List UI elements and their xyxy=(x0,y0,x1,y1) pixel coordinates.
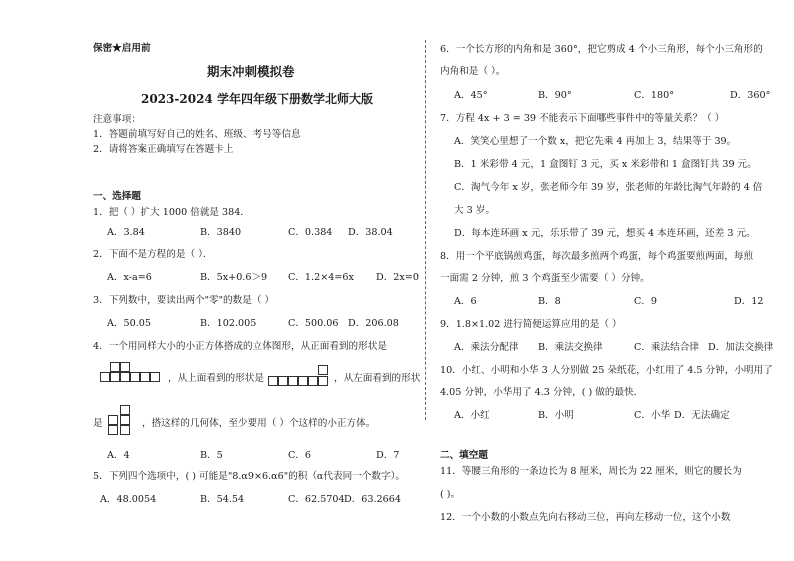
q8-line2: 一面需 2 分钟，煎 3 个鸡蛋至少需要（ ）分钟。 xyxy=(440,273,650,284)
q7-option-c-line1: C．淘气今年 x 岁，张老师今年 39 岁，张老师的年龄比淘气年龄的 4 倍 xyxy=(454,182,763,193)
q10-option-c: C．小华 xyxy=(634,410,671,421)
q9-option-d: D．加法交换律 xyxy=(708,342,774,353)
q6-option-b: B．90° xyxy=(538,90,572,101)
q8-option-c: C．9 xyxy=(634,296,658,307)
q12-line1: 12．一个小数的小数点先向右移动三位，再向左移动一位，这个小数 xyxy=(440,512,731,523)
q7-option-b: B．1 米彩带 4 元，1 盒图钉 3 元，买 x 米彩带和 1 盒图钉共 39 元。 xyxy=(454,159,757,170)
q6-option-c: C．180° xyxy=(634,90,675,101)
q6-option-d: D．360° xyxy=(730,90,771,101)
q4-option-a: A．4 xyxy=(107,450,130,461)
q2-stem: 2．下面不是方程的是（ ）． xyxy=(93,249,213,260)
q4-left-view-text: ，从左面看到的形状 xyxy=(334,373,421,384)
notes-heading: 注意事项： xyxy=(93,114,141,125)
q4-option-c: C．6 xyxy=(288,450,312,461)
exam-title: 期末冲刺模拟卷 xyxy=(207,64,295,79)
q7-option-c-line2: 大 3 岁。 xyxy=(454,205,495,216)
q9-option-c: C．乘法结合律 xyxy=(634,342,699,353)
q5-option-c: C．62.5704 xyxy=(288,494,345,505)
q10-line2: 4.05 分钟，小华用了 4.3 分钟，( ) 做的最快． xyxy=(440,387,644,398)
q3-stem: 3．下列数中，要读出两个"零"的数是（ ） xyxy=(93,295,275,306)
q2-option-a: A．x-a=6 xyxy=(107,272,152,283)
q2-option-c: C．1.2×4=6x xyxy=(288,272,354,283)
q6-line1: 6．一个长方形的内角和是 360°，把它剪成 4 个小三角形，每个小三角形的 xyxy=(440,44,763,55)
q1-option-a: A．3.84 xyxy=(107,227,145,238)
q6-line2: 内角和是（ ）。 xyxy=(440,66,506,77)
q1-option-c: C．0.384 xyxy=(288,227,333,238)
q11-line1: 11．等腰三角形的一条边长为 8 厘米，周长为 22 厘米，则它的腰长为 xyxy=(440,466,742,477)
q2-option-d: D．2x=0 xyxy=(376,272,419,283)
q9-option-b: B．乘法交换律 xyxy=(538,342,603,353)
q10-option-b: B．小明 xyxy=(538,410,574,421)
q3-option-d: D．206.08 xyxy=(348,318,399,329)
note-item: 1．答题前填写好自己的姓名、班级、考号等信息 xyxy=(93,129,301,140)
q10-option-d: D．无法确定 xyxy=(674,410,730,421)
q8-line1: 8．用一个平底锅煎鸡蛋，每次最多煎两个鸡蛋，每个鸡蛋要煎两面，每煎 xyxy=(440,251,754,262)
q7-option-a: A．笑笑心里想了一个数 x，把它先乘 4 再加上 3，结果等于 39。 xyxy=(454,136,737,147)
q4-option-d: D．7 xyxy=(376,450,400,461)
q4-stem: 4．一个用同样大小的小正方体搭成的立体图形，从正面看到的形状是 xyxy=(93,341,387,352)
q10-option-a: A．小红 xyxy=(454,410,490,421)
q8-option-a: A．6 xyxy=(454,296,477,307)
q1-stem: 1．把（ ）扩大 1000 倍就是 384． xyxy=(93,207,250,218)
q1-option-d: D．38.04 xyxy=(348,227,393,238)
q5-option-a: A．48.0054 xyxy=(100,494,157,505)
q8-option-d: D．12 xyxy=(734,296,764,307)
q7-option-d: D．每本连环画 x 元，乐乐带了 39 元，想买 4 本连环画，还差 3 元。 xyxy=(454,228,756,239)
exam-subtitle: 2023-2024 学年四年级下册数学北师大版 xyxy=(141,92,373,106)
q10-line1: 10．小红、小明和小华 3 人分别做 25 朵纸花，小红用了 4.5 分钟，小明用了 xyxy=(440,365,773,376)
q3-option-b: B．102.005 xyxy=(200,318,257,329)
q8-option-b: B．8 xyxy=(538,296,561,307)
section-choice-heading: 一、选择题 xyxy=(93,191,141,202)
q11-line2: ( )。 xyxy=(440,489,461,500)
q1-option-b: B．3840 xyxy=(200,227,242,238)
q3-option-c: C．500.06 xyxy=(288,318,339,329)
column-divider xyxy=(425,40,426,420)
q5-stem: 5．下列四个选项中，( ) 可能是"8.α9×6.α6"的积（α代表同一个数字）。 xyxy=(93,471,405,482)
q9-stem: 9．1.8×1.02 进行简便运算应用的是（ ） xyxy=(440,319,622,330)
left-view-figure xyxy=(108,405,138,435)
q4-top-view-text: ，从上面看到的形状是 xyxy=(168,373,264,384)
confidential-mark: 保密★启用前 xyxy=(93,43,151,54)
q4-option-b: B．5 xyxy=(200,450,223,461)
q5-option-b: B．54.54 xyxy=(200,494,245,505)
q3-option-a: A．50.05 xyxy=(107,318,151,329)
q2-option-b: B．5x+0.6＞9 xyxy=(200,272,268,283)
q6-option-a: A．45° xyxy=(454,90,488,101)
note-item: 2．请将答案正确填写在答题卡上 xyxy=(93,144,234,155)
q4-line3-start: 是 xyxy=(93,418,103,429)
top-view-figure xyxy=(268,365,332,387)
section-fill-heading: 二、填空题 xyxy=(440,450,488,461)
q5-option-d: D．63.2664 xyxy=(344,494,401,505)
q9-option-a: A．乘法分配律 xyxy=(454,342,519,353)
front-view-figure xyxy=(100,362,160,386)
q7-stem: 7．方程 4x + 3 = 39 不能表示下面哪些事件中的等量关系？（ ） xyxy=(440,113,725,124)
q4-line3-text: ，搭这样的几何体，至少要用（ ）个这样的小正方体。 xyxy=(142,418,376,429)
